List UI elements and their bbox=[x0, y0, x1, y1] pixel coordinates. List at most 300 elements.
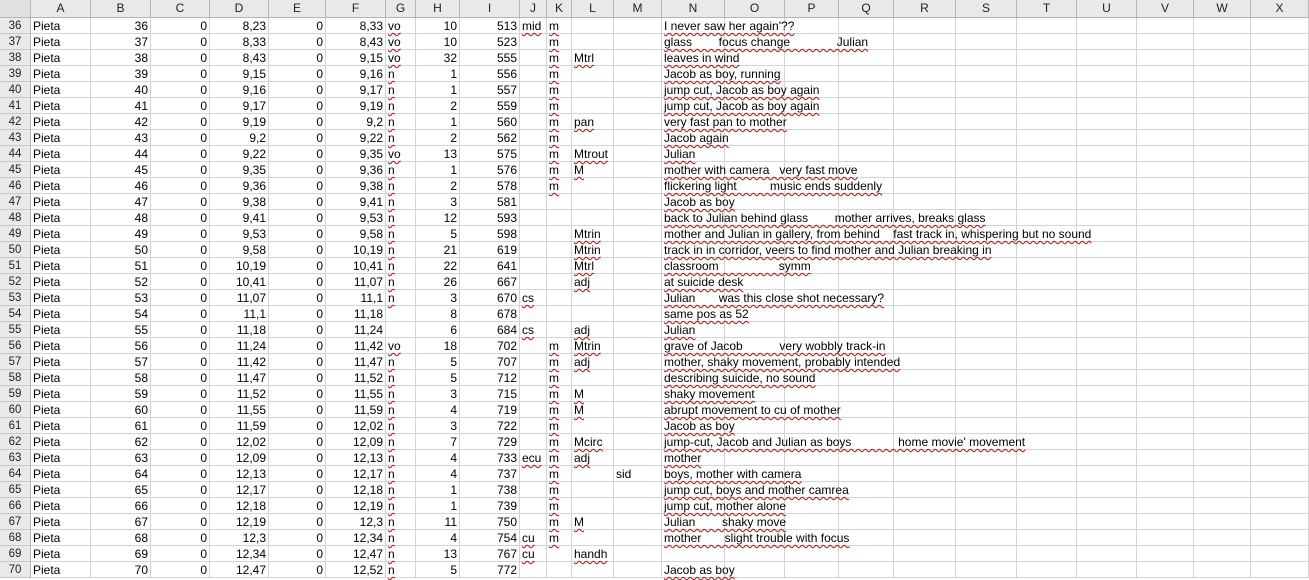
cell-n[interactable]: Jacob again bbox=[664, 131, 729, 145]
column-header-e[interactable]: E bbox=[269, 0, 326, 17]
cell-j[interactable] bbox=[520, 114, 547, 130]
cell-g[interactable]: n bbox=[386, 546, 416, 562]
cell-r[interactable] bbox=[894, 418, 956, 434]
cell-a[interactable]: Pieta bbox=[31, 114, 91, 130]
cell-b[interactable]: 40 bbox=[91, 82, 151, 98]
cell-w[interactable] bbox=[1194, 466, 1251, 482]
cell-j[interactable] bbox=[520, 258, 547, 274]
cell-c[interactable]: 0 bbox=[151, 434, 210, 450]
cell-s[interactable] bbox=[956, 50, 1017, 66]
cell-s[interactable] bbox=[956, 98, 1017, 114]
cell-v[interactable] bbox=[1137, 354, 1194, 370]
cell-g[interactable]: vo bbox=[386, 146, 416, 162]
cell-h[interactable]: 2 bbox=[416, 178, 460, 194]
cell-p[interactable] bbox=[785, 418, 839, 434]
cell-f[interactable]: 8,43 bbox=[326, 34, 386, 50]
cell-l[interactable] bbox=[572, 498, 614, 514]
cell-i[interactable]: 754 bbox=[460, 530, 520, 546]
cell-m[interactable] bbox=[614, 482, 662, 498]
cell-q[interactable] bbox=[839, 466, 894, 482]
cell-d[interactable]: 11,1 bbox=[210, 306, 269, 322]
cell-d[interactable]: 12,17 bbox=[210, 482, 269, 498]
row-number[interactable]: 69 bbox=[0, 546, 31, 562]
cell-w[interactable] bbox=[1194, 418, 1251, 434]
cell-q[interactable] bbox=[839, 274, 894, 290]
cell-s[interactable] bbox=[956, 450, 1017, 466]
cell-x[interactable] bbox=[1251, 562, 1309, 578]
cell-n[interactable]: Jacob as boy, running bbox=[664, 67, 781, 81]
cell-m[interactable] bbox=[614, 226, 662, 242]
cell-r[interactable] bbox=[894, 450, 956, 466]
cell-h[interactable]: 13 bbox=[416, 546, 460, 562]
cell-c[interactable]: 0 bbox=[151, 290, 210, 306]
cell-e[interactable]: 0 bbox=[269, 354, 326, 370]
cell-b[interactable]: 44 bbox=[91, 146, 151, 162]
cell-q[interactable] bbox=[839, 418, 894, 434]
cell-s[interactable] bbox=[956, 514, 1017, 530]
cell-k[interactable]: m bbox=[547, 386, 572, 402]
column-header-d[interactable]: D bbox=[210, 0, 269, 17]
cell-v[interactable] bbox=[1137, 242, 1194, 258]
cell-w[interactable] bbox=[1194, 322, 1251, 338]
cell-d[interactable]: 9,2 bbox=[210, 130, 269, 146]
cell-k[interactable]: m bbox=[547, 418, 572, 434]
cell-g[interactable]: n bbox=[386, 514, 416, 530]
cell-h[interactable]: 5 bbox=[416, 226, 460, 242]
cell-c[interactable]: 0 bbox=[151, 82, 210, 98]
cell-e[interactable]: 0 bbox=[269, 194, 326, 210]
cell-u[interactable] bbox=[1077, 50, 1137, 66]
cell-a[interactable]: Pieta bbox=[31, 514, 91, 530]
cell-h[interactable]: 1 bbox=[416, 66, 460, 82]
cell-s[interactable] bbox=[956, 530, 1017, 546]
cell-d[interactable]: 11,52 bbox=[210, 386, 269, 402]
cell-i[interactable]: 581 bbox=[460, 194, 520, 210]
cell-i[interactable]: 576 bbox=[460, 162, 520, 178]
cell-u[interactable] bbox=[1077, 530, 1137, 546]
cell-s[interactable] bbox=[956, 498, 1017, 514]
cell-g[interactable]: n bbox=[386, 418, 416, 434]
cell-h[interactable]: 3 bbox=[416, 386, 460, 402]
cell-l[interactable] bbox=[572, 98, 614, 114]
cell-g[interactable]: n bbox=[386, 226, 416, 242]
cell-i[interactable]: 559 bbox=[460, 98, 520, 114]
cell-v[interactable] bbox=[1137, 290, 1194, 306]
cell-w[interactable] bbox=[1194, 354, 1251, 370]
cell-e[interactable]: 0 bbox=[269, 386, 326, 402]
cell-g[interactable]: n bbox=[386, 290, 416, 306]
cell-w[interactable] bbox=[1194, 130, 1251, 146]
cell-l[interactable]: adj bbox=[572, 450, 614, 466]
row-number[interactable]: 42 bbox=[0, 114, 31, 130]
column-header-i[interactable]: I bbox=[460, 0, 520, 17]
cell-t[interactable] bbox=[1017, 274, 1077, 290]
cell-i[interactable]: 678 bbox=[460, 306, 520, 322]
cell-v[interactable] bbox=[1137, 338, 1194, 354]
cell-j[interactable] bbox=[520, 226, 547, 242]
cell-n[interactable]: abrupt movement to cu of mother bbox=[664, 403, 841, 417]
cell-w[interactable] bbox=[1194, 146, 1251, 162]
cell-o[interactable] bbox=[725, 146, 785, 162]
cell-t[interactable] bbox=[1017, 146, 1077, 162]
row-number[interactable]: 50 bbox=[0, 242, 31, 258]
cell-x[interactable] bbox=[1251, 482, 1309, 498]
cell-b[interactable]: 46 bbox=[91, 178, 151, 194]
cell-x[interactable] bbox=[1251, 18, 1309, 34]
cell-c[interactable]: 0 bbox=[151, 130, 210, 146]
cell-s[interactable] bbox=[956, 402, 1017, 418]
cell-r[interactable] bbox=[894, 146, 956, 162]
cell-j[interactable] bbox=[520, 514, 547, 530]
cell-n[interactable]: jump cut, mother alone bbox=[664, 499, 787, 513]
cell-h[interactable]: 10 bbox=[416, 18, 460, 34]
cell-t[interactable] bbox=[1017, 450, 1077, 466]
cell-m[interactable] bbox=[614, 210, 662, 226]
cell-b[interactable]: 36 bbox=[91, 18, 151, 34]
cell-k[interactable] bbox=[547, 194, 572, 210]
cell-r[interactable] bbox=[894, 194, 956, 210]
cell-b[interactable]: 68 bbox=[91, 530, 151, 546]
row-number[interactable]: 39 bbox=[0, 66, 31, 82]
cell-j[interactable]: cu bbox=[520, 530, 547, 546]
cell-b[interactable]: 51 bbox=[91, 258, 151, 274]
cell-l[interactable]: Mtrin bbox=[572, 338, 614, 354]
cell-l[interactable]: M bbox=[572, 514, 614, 530]
cell-o[interactable] bbox=[725, 546, 785, 562]
cell-n[interactable]: at suicide desk bbox=[664, 275, 744, 289]
cell-j[interactable] bbox=[520, 306, 547, 322]
cell-d[interactable]: 11,59 bbox=[210, 418, 269, 434]
cell-q[interactable] bbox=[839, 514, 894, 530]
cell-w[interactable] bbox=[1194, 290, 1251, 306]
cell-a[interactable]: Pieta bbox=[31, 338, 91, 354]
cell-u[interactable] bbox=[1077, 34, 1137, 50]
cell-c[interactable]: 0 bbox=[151, 178, 210, 194]
cell-e[interactable]: 0 bbox=[269, 290, 326, 306]
cell-w[interactable] bbox=[1194, 482, 1251, 498]
cell-n[interactable]: grave of Jacob very wobbly track-in bbox=[664, 339, 886, 353]
cell-l[interactable]: adj bbox=[572, 322, 614, 338]
cell-k[interactable]: m bbox=[547, 162, 572, 178]
cell-v[interactable] bbox=[1137, 498, 1194, 514]
cell-b[interactable]: 53 bbox=[91, 290, 151, 306]
cell-u[interactable] bbox=[1077, 546, 1137, 562]
cell-q[interactable] bbox=[839, 114, 894, 130]
cell-s[interactable] bbox=[956, 290, 1017, 306]
cell-f[interactable]: 8,33 bbox=[326, 18, 386, 34]
column-header-b[interactable]: B bbox=[91, 0, 151, 17]
cell-h[interactable]: 1 bbox=[416, 114, 460, 130]
cell-i[interactable]: 715 bbox=[460, 386, 520, 402]
cell-d[interactable]: 8,23 bbox=[210, 18, 269, 34]
cell-i[interactable]: 560 bbox=[460, 114, 520, 130]
cell-j[interactable] bbox=[520, 98, 547, 114]
row-number[interactable]: 56 bbox=[0, 338, 31, 354]
row-number[interactable]: 58 bbox=[0, 370, 31, 386]
cell-p[interactable] bbox=[785, 130, 839, 146]
cell-v[interactable] bbox=[1137, 306, 1194, 322]
cell-m[interactable] bbox=[614, 546, 662, 562]
cell-k[interactable]: m bbox=[547, 370, 572, 386]
cell-m[interactable] bbox=[614, 514, 662, 530]
cell-f[interactable]: 9,35 bbox=[326, 146, 386, 162]
cell-f[interactable]: 9,38 bbox=[326, 178, 386, 194]
row-number[interactable]: 63 bbox=[0, 450, 31, 466]
cell-s[interactable] bbox=[956, 82, 1017, 98]
cell-r[interactable] bbox=[894, 370, 956, 386]
cell-c[interactable]: 0 bbox=[151, 50, 210, 66]
cell-j[interactable]: cu bbox=[520, 546, 547, 562]
cell-j[interactable]: cs bbox=[520, 290, 547, 306]
column-header-x[interactable]: X bbox=[1251, 0, 1309, 17]
cell-g[interactable]: vo bbox=[386, 338, 416, 354]
cell-g[interactable]: n bbox=[386, 354, 416, 370]
cell-f[interactable]: 11,42 bbox=[326, 338, 386, 354]
cell-l[interactable] bbox=[572, 530, 614, 546]
cell-t[interactable] bbox=[1017, 290, 1077, 306]
cell-x[interactable] bbox=[1251, 370, 1309, 386]
cell-v[interactable] bbox=[1137, 178, 1194, 194]
cell-m[interactable] bbox=[614, 498, 662, 514]
cell-a[interactable]: Pieta bbox=[31, 306, 91, 322]
cell-g[interactable]: n bbox=[386, 114, 416, 130]
column-header-j[interactable]: J bbox=[520, 0, 547, 17]
cell-s[interactable] bbox=[956, 178, 1017, 194]
cell-t[interactable] bbox=[1017, 130, 1077, 146]
cell-v[interactable] bbox=[1137, 50, 1194, 66]
cell-r[interactable] bbox=[894, 66, 956, 82]
cell-w[interactable] bbox=[1194, 370, 1251, 386]
column-header-r[interactable]: R bbox=[894, 0, 956, 17]
cell-p[interactable] bbox=[785, 498, 839, 514]
cell-s[interactable] bbox=[956, 546, 1017, 562]
row-number[interactable]: 62 bbox=[0, 434, 31, 450]
cell-h[interactable]: 12 bbox=[416, 210, 460, 226]
cell-j[interactable] bbox=[520, 210, 547, 226]
cell-x[interactable] bbox=[1251, 418, 1309, 434]
cell-r[interactable] bbox=[894, 402, 956, 418]
cell-i[interactable]: 722 bbox=[460, 418, 520, 434]
cell-w[interactable] bbox=[1194, 194, 1251, 210]
cell-s[interactable] bbox=[956, 274, 1017, 290]
cell-u[interactable] bbox=[1077, 290, 1137, 306]
cell-f[interactable]: 12,09 bbox=[326, 434, 386, 450]
cell-x[interactable] bbox=[1251, 82, 1309, 98]
cell-e[interactable]: 0 bbox=[269, 210, 326, 226]
cell-h[interactable]: 3 bbox=[416, 290, 460, 306]
column-header-h[interactable]: H bbox=[416, 0, 460, 17]
cell-q[interactable] bbox=[839, 82, 894, 98]
cell-a[interactable]: Pieta bbox=[31, 50, 91, 66]
cell-q[interactable] bbox=[839, 498, 894, 514]
cell-i[interactable]: 707 bbox=[460, 354, 520, 370]
cell-p[interactable] bbox=[785, 514, 839, 530]
cell-w[interactable] bbox=[1194, 34, 1251, 50]
cell-t[interactable] bbox=[1017, 546, 1077, 562]
cell-t[interactable] bbox=[1017, 114, 1077, 130]
cell-p[interactable] bbox=[785, 306, 839, 322]
cell-n[interactable]: describing suicide, no sound bbox=[664, 371, 816, 385]
cell-p[interactable] bbox=[785, 274, 839, 290]
cell-i[interactable]: 767 bbox=[460, 546, 520, 562]
cell-e[interactable]: 0 bbox=[269, 482, 326, 498]
cell-t[interactable] bbox=[1017, 98, 1077, 114]
cell-l[interactable] bbox=[572, 66, 614, 82]
cell-e[interactable]: 0 bbox=[269, 114, 326, 130]
cell-n[interactable]: leaves in wind bbox=[664, 51, 740, 65]
cell-v[interactable] bbox=[1137, 482, 1194, 498]
cell-g[interactable]: n bbox=[386, 242, 416, 258]
cell-v[interactable] bbox=[1137, 274, 1194, 290]
cell-f[interactable]: 12,52 bbox=[326, 562, 386, 578]
cell-q[interactable] bbox=[839, 402, 894, 418]
cell-w[interactable] bbox=[1194, 450, 1251, 466]
cell-k[interactable] bbox=[547, 322, 572, 338]
cell-e[interactable]: 0 bbox=[269, 162, 326, 178]
cell-x[interactable] bbox=[1251, 178, 1309, 194]
cell-l[interactable] bbox=[572, 562, 614, 578]
cell-s[interactable] bbox=[956, 482, 1017, 498]
cell-v[interactable] bbox=[1137, 66, 1194, 82]
cell-f[interactable]: 11,47 bbox=[326, 354, 386, 370]
cell-b[interactable]: 67 bbox=[91, 514, 151, 530]
cell-j[interactable] bbox=[520, 194, 547, 210]
cell-n[interactable] bbox=[662, 546, 725, 562]
cell-k[interactable]: m bbox=[547, 466, 572, 482]
cell-u[interactable] bbox=[1077, 258, 1137, 274]
cell-v[interactable] bbox=[1137, 258, 1194, 274]
cell-t[interactable] bbox=[1017, 434, 1077, 450]
cell-t[interactable] bbox=[1017, 466, 1077, 482]
cell-a[interactable]: Pieta bbox=[31, 466, 91, 482]
cell-w[interactable] bbox=[1194, 258, 1251, 274]
cell-l[interactable] bbox=[572, 418, 614, 434]
cell-k[interactable]: m bbox=[547, 18, 572, 34]
cell-q[interactable] bbox=[839, 258, 894, 274]
cell-x[interactable] bbox=[1251, 66, 1309, 82]
cell-j[interactable] bbox=[520, 466, 547, 482]
row-number[interactable]: 38 bbox=[0, 50, 31, 66]
cell-t[interactable] bbox=[1017, 194, 1077, 210]
cell-r[interactable] bbox=[894, 18, 956, 34]
cell-e[interactable]: 0 bbox=[269, 146, 326, 162]
cell-f[interactable]: 12,13 bbox=[326, 450, 386, 466]
cell-r[interactable] bbox=[894, 274, 956, 290]
cell-d[interactable]: 9,17 bbox=[210, 98, 269, 114]
cell-e[interactable]: 0 bbox=[269, 98, 326, 114]
cell-n[interactable]: Julian bbox=[662, 146, 725, 162]
cell-v[interactable] bbox=[1137, 130, 1194, 146]
cell-s[interactable] bbox=[956, 386, 1017, 402]
cell-m[interactable] bbox=[614, 18, 662, 34]
column-header-s[interactable]: S bbox=[956, 0, 1017, 17]
cell-t[interactable] bbox=[1017, 34, 1077, 50]
cell-k[interactable]: m bbox=[547, 66, 572, 82]
cell-e[interactable]: 0 bbox=[269, 50, 326, 66]
cell-r[interactable] bbox=[894, 530, 956, 546]
cell-o[interactable] bbox=[725, 322, 785, 338]
cell-v[interactable] bbox=[1137, 18, 1194, 34]
cell-m[interactable] bbox=[614, 162, 662, 178]
cell-r[interactable] bbox=[894, 322, 956, 338]
cell-j[interactable] bbox=[520, 66, 547, 82]
cell-x[interactable] bbox=[1251, 450, 1309, 466]
cell-l[interactable]: Mtrin bbox=[572, 242, 614, 258]
cell-s[interactable] bbox=[956, 130, 1017, 146]
cell-q[interactable] bbox=[839, 18, 894, 34]
cell-d[interactable]: 9,41 bbox=[210, 210, 269, 226]
cell-t[interactable] bbox=[1017, 322, 1077, 338]
cell-e[interactable]: 0 bbox=[269, 82, 326, 98]
cell-u[interactable] bbox=[1077, 370, 1137, 386]
cell-b[interactable]: 48 bbox=[91, 210, 151, 226]
cell-u[interactable] bbox=[1077, 306, 1137, 322]
cell-t[interactable] bbox=[1017, 306, 1077, 322]
cell-l[interactable] bbox=[572, 370, 614, 386]
cell-o[interactable] bbox=[725, 450, 785, 466]
cell-x[interactable] bbox=[1251, 146, 1309, 162]
cell-r[interactable] bbox=[894, 482, 956, 498]
cell-b[interactable]: 49 bbox=[91, 226, 151, 242]
cell-x[interactable] bbox=[1251, 114, 1309, 130]
cell-m[interactable] bbox=[614, 370, 662, 386]
cell-h[interactable]: 11 bbox=[416, 514, 460, 530]
cell-u[interactable] bbox=[1077, 322, 1137, 338]
cell-u[interactable] bbox=[1077, 482, 1137, 498]
cell-l[interactable]: M bbox=[572, 162, 614, 178]
cell-g[interactable]: n bbox=[386, 178, 416, 194]
cell-v[interactable] bbox=[1137, 226, 1194, 242]
cell-m[interactable] bbox=[614, 82, 662, 98]
cell-f[interactable]: 11,07 bbox=[326, 274, 386, 290]
cell-d[interactable]: 12,02 bbox=[210, 434, 269, 450]
cell-r[interactable] bbox=[894, 306, 956, 322]
cell-c[interactable]: 0 bbox=[151, 418, 210, 434]
cell-m[interactable] bbox=[614, 354, 662, 370]
cell-t[interactable] bbox=[1017, 210, 1077, 226]
cell-h[interactable]: 4 bbox=[416, 466, 460, 482]
cell-u[interactable] bbox=[1077, 130, 1137, 146]
cell-p[interactable] bbox=[785, 146, 839, 162]
cell-k[interactable]: m bbox=[547, 402, 572, 418]
cell-d[interactable]: 11,24 bbox=[210, 338, 269, 354]
column-header-f[interactable]: F bbox=[326, 0, 386, 17]
cell-c[interactable]: 0 bbox=[151, 226, 210, 242]
cell-b[interactable]: 70 bbox=[91, 562, 151, 578]
cell-e[interactable]: 0 bbox=[269, 178, 326, 194]
cell-x[interactable] bbox=[1251, 98, 1309, 114]
cell-c[interactable]: 0 bbox=[151, 498, 210, 514]
cell-k[interactable]: m bbox=[547, 498, 572, 514]
cell-i[interactable]: 684 bbox=[460, 322, 520, 338]
cell-f[interactable]: 12,34 bbox=[326, 530, 386, 546]
cell-l[interactable]: Mtrout bbox=[572, 146, 614, 162]
cell-g[interactable]: vo bbox=[386, 18, 416, 34]
cell-h[interactable]: 1 bbox=[416, 162, 460, 178]
cell-c[interactable]: 0 bbox=[151, 530, 210, 546]
cell-w[interactable] bbox=[1194, 114, 1251, 130]
cell-w[interactable] bbox=[1194, 546, 1251, 562]
cell-s[interactable] bbox=[956, 194, 1017, 210]
cell-r[interactable] bbox=[894, 130, 956, 146]
cell-k[interactable] bbox=[547, 546, 572, 562]
cell-q[interactable] bbox=[839, 130, 894, 146]
cell-q[interactable] bbox=[839, 66, 894, 82]
cell-c[interactable]: 0 bbox=[151, 114, 210, 130]
cell-c[interactable]: 0 bbox=[151, 162, 210, 178]
cell-e[interactable]: 0 bbox=[269, 370, 326, 386]
cell-e[interactable]: 0 bbox=[269, 450, 326, 466]
